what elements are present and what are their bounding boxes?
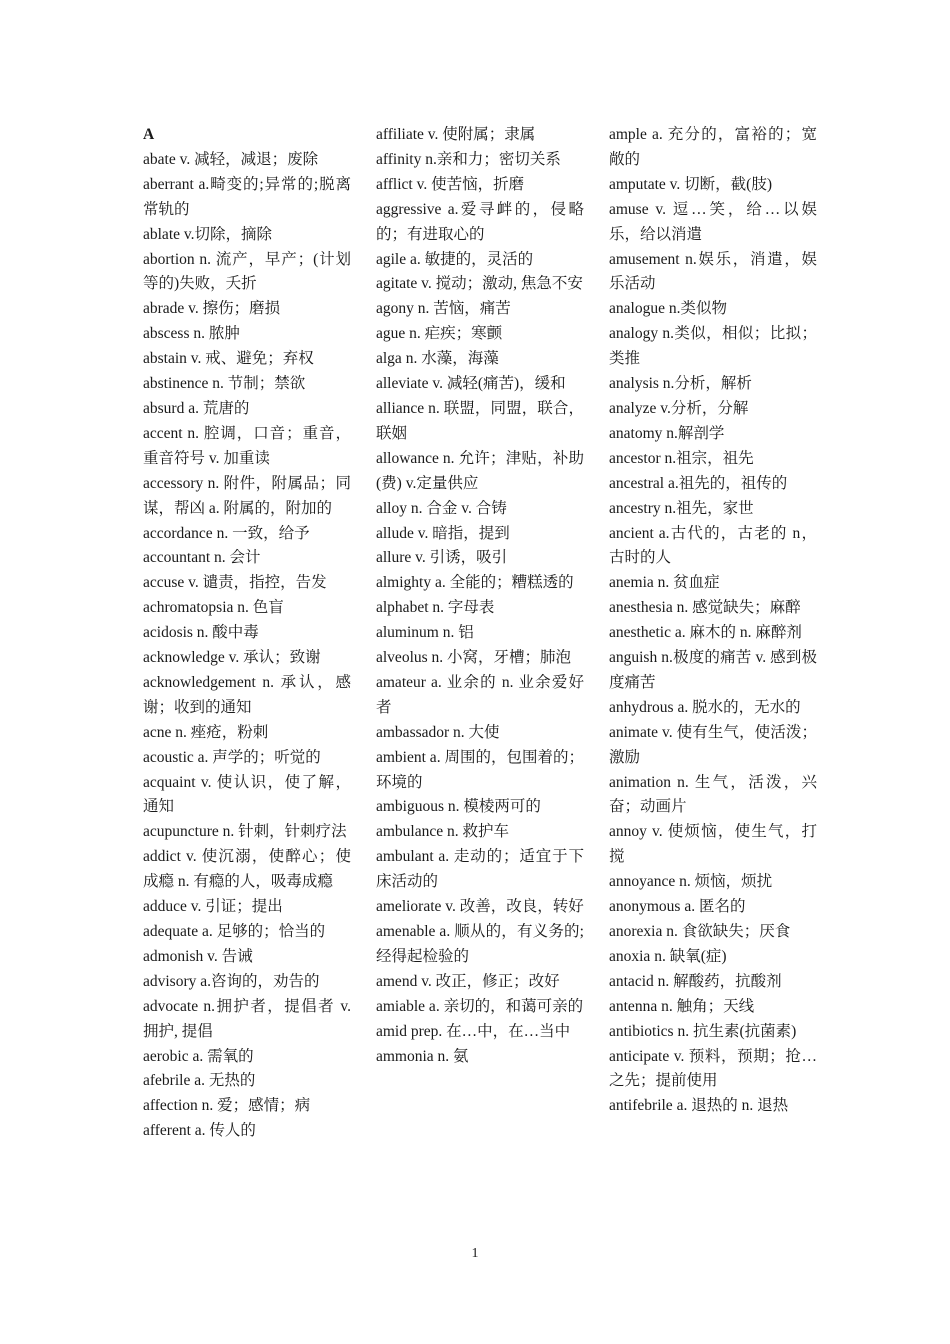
dictionary-entry: anemia n. 贫血症 [609, 574, 720, 592]
dictionary-entry: antenna n. 触角；天线 [609, 997, 755, 1015]
dictionary-entry: alphabet n. 字母表 [376, 599, 495, 617]
dictionary-entry: admonish v. 告诫 [143, 947, 253, 965]
dictionary-entry: ammonia n. 氨 [376, 1047, 469, 1065]
dictionary-entry: amputate v. 切断，截(肢) [609, 175, 773, 193]
dictionary-entry: ancestor n.祖宗，祖先 [609, 449, 754, 467]
column-1 [143, 123, 351, 1144]
dictionary-entry: antibiotics n. 抗生素(抗菌素) [609, 1022, 797, 1040]
dictionary-entry: afebrile a. 无热的 [143, 1072, 256, 1090]
dictionary-entry: addict v. 使沉溺，使醉心；使成瘾 n. 有瘾的人，吸毒成瘾 [143, 848, 351, 891]
dictionary-entry: alveolus n. 小窝，牙槽；肺泡 [376, 649, 572, 667]
dictionary-entry: agitate v. 搅动；激动, 焦急不安 [376, 275, 583, 293]
dictionary-entry: ameliorate v. 改善，改良，转好 [376, 898, 584, 916]
dictionary-entry: allowance n. 允许；津贴，补助(费) v.定量供应 [376, 449, 584, 492]
dictionary-entry: acknowledgement n. 承认，感谢；收到的通知 [143, 673, 351, 716]
dictionary-entry: amuse v. 逗…笑，给…以娱乐，给以消遣 [609, 200, 817, 243]
dictionary-entry: abstain v. 戒、避免；弃权 [143, 350, 314, 368]
dictionary-entry: amenable a. 顺从的，有义务的; 经得起检验的 [376, 923, 584, 965]
dictionary-entry: anesthesia n. 感觉缺失；麻醉 [609, 599, 801, 617]
dictionary-entry: anesthetic a. 麻木的 n. 麻醉剂 [609, 624, 802, 642]
dictionary-entry: adduce v. 引证；提出 [143, 898, 283, 916]
dictionary-entry: antifebrile a. 退热的 n. 退热 [609, 1097, 789, 1115]
dictionary-entry: animate v. 使有生气，使活泼；激励 [609, 723, 817, 766]
dictionary-entry: ambulant a. 走动的；适宜于下床活动的 [376, 848, 584, 891]
dictionary-entry: anguish n.极度的痛苦 v. 感到极度痛苦 [609, 649, 817, 691]
dictionary-entry: abstinence n. 节制；禁欲 [143, 375, 306, 393]
dictionary-entry: ambulance n. 救护车 [376, 823, 510, 841]
dictionary-entry: ambient a. 周围的，包围着的；环境的 [376, 748, 584, 791]
dictionary-entry: agony n. 苦恼，痛苦 [376, 300, 511, 318]
dictionary-entry: advisory a.咨询的，劝告的 [143, 972, 320, 990]
dictionary-entry: acquaint v. 使认识，使了解，通知 [143, 773, 351, 816]
section-heading: A [143, 126, 155, 143]
dictionary-entry: ague n. 疟疾；寒颤 [376, 325, 503, 343]
dictionary-entry: amend v. 改正，修正；改好 [376, 972, 560, 990]
dictionary-entry: accent n. 腔调，口音；重音，重音符号 v. 加重读 [143, 424, 351, 467]
dictionary-entry: anoxia n. 缺氧(症) [609, 947, 727, 965]
dictionary-entry: ancestry n.祖先，家世 [609, 499, 754, 517]
dictionary-entry: ablate v.切除，摘除 [143, 225, 272, 243]
dictionary-entry: alleviate v. 减轻(痛苦)，缓和 [376, 375, 566, 393]
dictionary-entry: acoustic a. 声学的；听觉的 [143, 748, 321, 766]
dictionary-entry: adequate a. 足够的；恰当的 [143, 923, 326, 940]
dictionary-entry: amid prep. 在…中，在…当中 [376, 1022, 571, 1040]
dictionary-entry: abscess n. 脓肿 [143, 325, 240, 343]
dictionary-entry: acidosis n. 酸中毒 [143, 624, 259, 642]
dictionary-entry: ambassador n. 大使 [376, 723, 500, 741]
dictionary-entry: anatomy n.解剖学 [609, 424, 725, 442]
dictionary-entry: animation n. 生气，活泼，兴奋；动画片 [609, 773, 817, 816]
dictionary-entry: anhydrous a. 脱水的，无水的 [609, 698, 801, 716]
dictionary-entry: acknowledge v. 承认；致谢 [143, 649, 321, 667]
dictionary-entry: aberrant a.畸变的;异常的;脱离常轨的 [143, 175, 351, 218]
dictionary-entry: acupuncture n. 针刺，针刺疗法 [143, 823, 347, 841]
dictionary-entry: alliance n. 联盟，同盟，联合，联姻 [376, 399, 584, 442]
dictionary-entry: acne n. 痤疮，粉刺 [143, 723, 269, 741]
dictionary-entry: allure v. 引诱，吸引 [376, 549, 508, 567]
dictionary-entry: affinity n.亲和力；密切关系 [376, 150, 561, 168]
dictionary-entry: afflict v. 使苦恼，折磨 [376, 175, 525, 193]
dictionary-entry: ancestral a.祖先的，祖传的 [609, 474, 788, 492]
dictionary-entry: abortion n. 流产，早产；(计划等的)失败，夭折 [143, 250, 351, 293]
dictionary-entry: analysis n.分析，解析 [609, 375, 752, 393]
dictionary-entry: ample a. 充分的，富裕的；宽敞的 [609, 126, 817, 168]
dictionary-entry: analogy n.类似，相似；比拟；类推 [609, 325, 817, 368]
page-number: 1 [471, 1246, 479, 1261]
dictionary-entry: accuse v. 谴责，指控，告发 [143, 574, 327, 592]
dictionary-entry: anticipate v. 预料，预期；抢…之先；提前使用 [609, 1047, 817, 1090]
dictionary-entry: accessory n. 附件，附属品；同谋，帮凶 a. 附属的，附加的 [143, 474, 351, 517]
dictionary-entry: amiable a. 亲切的，和蔼可亲的 [376, 997, 584, 1015]
dictionary-entry: absurd a. 荒唐的 [143, 399, 250, 417]
dictionary-entry: amusement n.娱乐，消遣，娱乐活动 [609, 250, 817, 293]
dictionary-entry: anonymous a. 匿名的 [609, 898, 746, 916]
dictionary-entry: abrade v. 擦伤；磨损 [143, 300, 281, 318]
dictionary-entry: accordance n. 一致，给予 [143, 524, 310, 542]
dictionary-entry: allude v. 暗指，提到 [376, 524, 510, 542]
dictionary-entry: ambiguous n. 模棱两可的 [376, 798, 541, 816]
dictionary-entry: abate v. 减轻，减退；废除 [143, 150, 319, 168]
dictionary-entry: aerobic a. 需氧的 [143, 1047, 254, 1065]
dictionary-entry: accountant n. 会计 [143, 549, 261, 567]
dictionary-entry: annoyance n. 烦恼，烦扰 [609, 873, 773, 891]
dictionary-entry: antacid n. 解酸药，抗酸剂 [609, 972, 782, 990]
column-2 [376, 123, 584, 1069]
dictionary-entry: almighty a. 全能的；糟糕透的 [376, 574, 574, 592]
dictionary-entry: ancient a.古代的，古老的 n，古时的人 [609, 524, 817, 567]
dictionary-entry: achromatopsia n. 色盲 [143, 599, 284, 617]
dictionary-entry: afferent a. 传人的 [143, 1122, 256, 1140]
dictionary-entry: anorexia n. 食欲缺失；厌食 [609, 923, 791, 940]
dictionary-entry: aluminum n. 铝 [376, 624, 474, 642]
dictionary-entry: aggressive a.爱寻衅的，侵略的；有进取心的 [376, 200, 584, 243]
dictionary-entry: annoy v. 使烦恼，使生气，打搅 [609, 823, 817, 866]
dictionary-entry: analogue n.类似物 [609, 300, 727, 318]
dictionary-entry: amateur a. 业余的 n. 业余爱好者 [376, 673, 584, 716]
dictionary-entry: affiliate v. 使附属；隶属 [376, 126, 536, 143]
dictionary-entry: alloy n. 合金 v. 合铸 [376, 499, 507, 517]
dictionary-entry: alga n. 水藻，海藻 [376, 350, 499, 368]
dictionary-entry: advocate n.拥护者，提倡者 v. 拥护, 提倡 [143, 997, 351, 1040]
dictionary-entry: affection n. 爱；感情；病 [143, 1097, 311, 1115]
dictionary-entry: agile a. 敏捷的，灵活的 [376, 250, 534, 268]
dictionary-entry: analyze v.分析，分解 [609, 399, 749, 417]
column-3 [609, 123, 817, 1119]
